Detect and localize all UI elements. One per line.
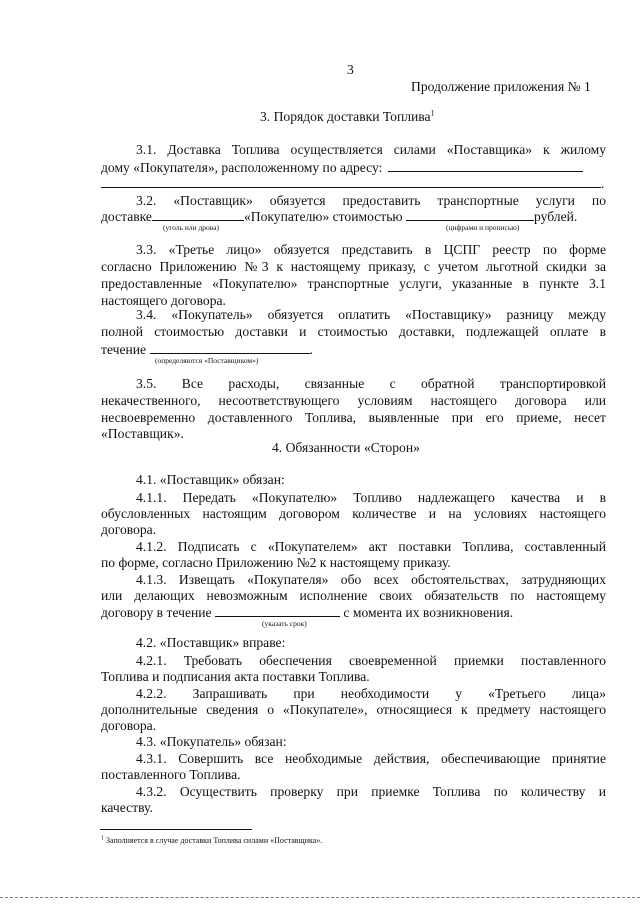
clause-3-5-line1: 3.5. Все расходы, связанные с обратной транспортировкой xyxy=(136,376,606,391)
clause-4-1-3-line3: договору в течение с момента их возникновения. xyxy=(101,605,514,620)
delivery-cost-blank[interactable] xyxy=(406,208,534,221)
clause-3-1-line1: 3.1. Доставка Топлива осуществляется силами «Поставщика» к жилому xyxy=(136,142,606,157)
notice-term-blank[interactable] xyxy=(215,604,340,617)
fuel-type-blank[interactable] xyxy=(152,208,244,221)
notice-term-hint: (указать срок) xyxy=(262,619,307,628)
clause-3-4-line1: 3.4. «Покупатель» обязуется оплатить «Поставщику» разницу между xyxy=(136,307,606,322)
clause-4-2-2-line2: дополнительные сведения о «Покупателе», относящиеся к предмету настоящего xyxy=(101,702,606,717)
clause-3-3-line3: предоставленные «Покупателю» транспортные услуги, указанные в пункте 3.1 xyxy=(101,276,606,291)
clause-4-1-2-line1: 4.1.2. Подписать с «Покупателем» акт поставки Топлива, составленный xyxy=(136,539,606,554)
clause-4-1-2-line2: по форме, согласно Приложению №2 к настоящему приказу. xyxy=(101,555,451,570)
clause-4-3-2-line2: качеству. xyxy=(101,800,153,815)
footnote-text: Заполняется в случае доставки Топлива силами «Поставщика». xyxy=(106,836,323,845)
clause-4-3-2-line1: 4.3.2. Осуществить проверку при приемке Топлива по количеству и xyxy=(136,784,606,799)
clause-3-3-line1: 3.3. «Третье лицо» обязуется представить в ЦСПГ реестр по форме xyxy=(136,242,606,257)
clause-3-3-line2: согласно Приложению №3 к настоящему приказу, с учетом льготной скидки за xyxy=(101,259,606,274)
clause-4-2-1-line2: Топлива и подписания акта поставки Топлива. xyxy=(101,669,370,684)
clause-4-2-2-line1: 4.2.2. Запрашивать при необходимости у «Третьего лица» xyxy=(136,686,606,701)
clause-4-1-1-line1: 4.1.1. Передать «Покупателю» Топливо надлежащего качества и в xyxy=(136,490,606,505)
section-4-title: 4. Обязанности «Сторон» xyxy=(272,440,420,455)
page-edge xyxy=(0,897,640,898)
clause-4-3: 4.3. «Покупатель» обязан: xyxy=(136,734,287,749)
payment-term-blank[interactable] xyxy=(150,341,310,354)
clause-4-1-1-line3: договора. xyxy=(101,522,157,537)
clause-3-5-line4: «Поставщик». xyxy=(101,426,184,441)
clause-4-3-1-line1: 4.3.1. Совершить все необходимые действия, обеспечивающие принятие xyxy=(136,751,606,766)
clause-4-2-2-line3: договора. xyxy=(101,718,157,733)
clause-4-1: 4.1. «Поставщик» обязан: xyxy=(136,472,285,487)
address-blank-full[interactable]: . xyxy=(101,175,604,192)
clause-3-5-line3: несвоевременно доставленного Топлива, выявленные при его приеме, несет xyxy=(101,410,606,425)
footnote xyxy=(101,836,322,845)
clause-4-1-3-line1: 4.1.3. Извещать «Покупателя» обо всех обстоятельствах, затрудняющих xyxy=(136,572,606,587)
page-number: 3 xyxy=(347,62,354,77)
clause-4-2-1-line1: 4.2.1. Требовать обеспечения своевременной приемки поставленного xyxy=(136,653,606,668)
clause-3-5-line2: некачественного, несоответствующего условиям настоящего договора или xyxy=(101,393,606,408)
clause-3-2-line1: 3.2. «Поставщик» обязуется предоставить транспортные услуги по xyxy=(136,193,606,208)
clause-3-1-line2: дому «Покупателя», расположенному по адресу: xyxy=(101,159,583,176)
clause-4-3-1-line2: поставленного Топлива. xyxy=(101,767,241,782)
fuel-type-hint: (уголь или дрова) xyxy=(163,223,220,232)
appendix-continuation: Продолжение приложения № 1 xyxy=(411,79,591,94)
footnote-separator xyxy=(100,829,252,830)
clause-3-4-line2: полной стоимостью доставки и стоимостью доставки, подлежащей оплате в xyxy=(101,324,606,339)
clause-3-4-line3: течение . xyxy=(101,342,313,357)
clause-3-2-line2: доставке «Покупателю» стоимостью рублей. xyxy=(101,209,578,224)
section-3-title: 3. Порядок доставки Топлива$^1$ xyxy=(260,108,435,124)
cost-hint: (цифрами и прописью) xyxy=(446,223,520,232)
footnote-ref: 1 xyxy=(430,108,435,118)
clause-4-1-1-line2: обусловленных настоящим договором количестве и на условиях настоящего xyxy=(101,506,606,521)
clause-3-3-line4: настоящего договора. xyxy=(101,293,226,308)
clause-4-2: 4.2. «Поставщик» вправе: xyxy=(136,635,286,650)
clause-4-1-3-line2: или делающих невозможным исполнение своих обязательств по настоящему xyxy=(101,588,606,603)
payment-term-hint: (определяются «Поставщиком») xyxy=(155,356,259,365)
footnote-mark: 1 xyxy=(101,835,104,842)
address-blank[interactable] xyxy=(388,159,583,172)
